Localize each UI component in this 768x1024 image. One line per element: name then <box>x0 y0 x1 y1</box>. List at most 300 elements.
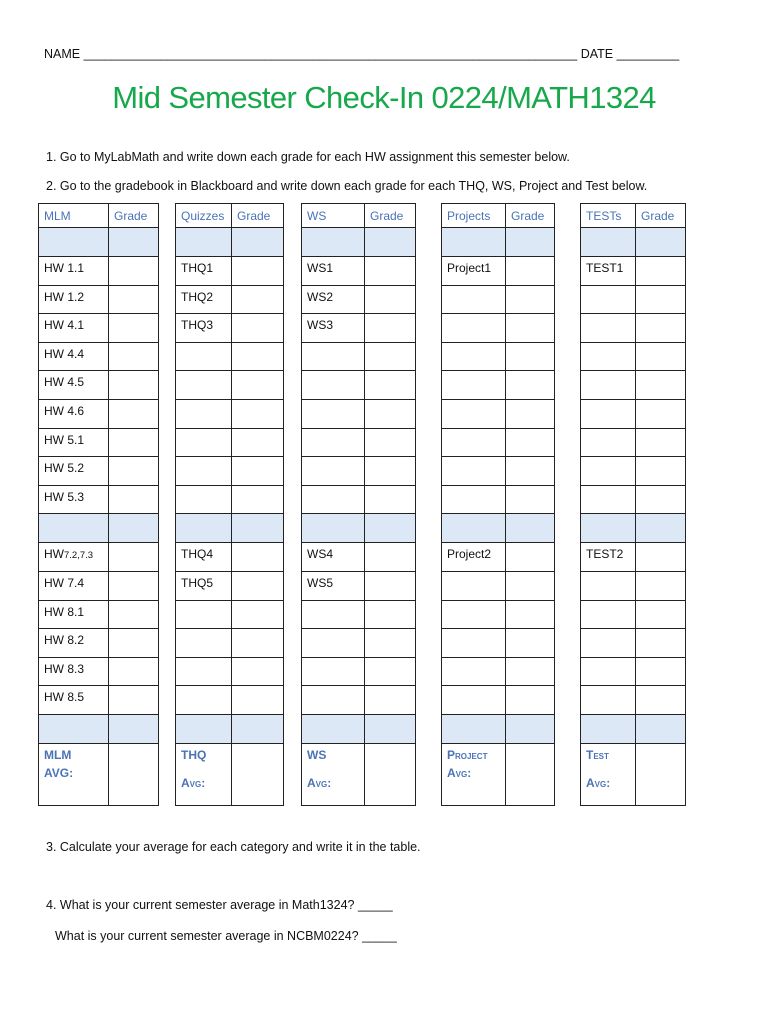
shaded-cell <box>365 514 416 543</box>
shaded-cell <box>176 228 232 257</box>
assignment-label <box>442 285 506 314</box>
assignment-label <box>302 399 365 428</box>
table-row <box>442 571 555 600</box>
assignment-label: WS4 <box>302 543 365 572</box>
mlm-average-grade-cell[interactable] <box>109 743 159 805</box>
table-row <box>176 657 284 686</box>
table-row <box>176 629 284 658</box>
table-row <box>39 571 159 600</box>
shaded-cell <box>109 714 159 743</box>
tests-average-row <box>581 743 686 805</box>
assignment-label <box>442 686 506 715</box>
table-row <box>39 543 159 572</box>
assignment-label <box>442 571 506 600</box>
assignment-label <box>176 428 232 457</box>
assignment-label: HW 8.1 <box>39 600 109 629</box>
mlm-shaded-row <box>39 514 159 543</box>
grade-cell[interactable] <box>636 543 686 572</box>
grade-cell[interactable] <box>636 457 686 486</box>
shaded-cell <box>581 514 636 543</box>
grade-cell[interactable] <box>636 686 686 715</box>
assignment-label <box>581 314 636 343</box>
grade-cell[interactable] <box>506 485 555 514</box>
table-row <box>581 571 686 600</box>
grade-cell[interactable] <box>109 600 159 629</box>
assignment-label <box>442 399 506 428</box>
assignment-label <box>176 485 232 514</box>
grade-cell[interactable] <box>506 314 555 343</box>
table-row <box>39 399 159 428</box>
shaded-cell <box>365 228 416 257</box>
assignment-label <box>176 399 232 428</box>
table-row <box>39 371 159 400</box>
table-row <box>302 543 416 572</box>
assignment-label <box>302 657 365 686</box>
grade-cell[interactable] <box>109 342 159 371</box>
shaded-cell <box>232 714 284 743</box>
grade-cell[interactable] <box>365 371 416 400</box>
table-row <box>442 428 555 457</box>
table-row <box>39 257 159 286</box>
grade-cell[interactable] <box>365 485 416 514</box>
grade-cell[interactable] <box>232 371 284 400</box>
table-row <box>442 657 555 686</box>
grade-cell[interactable] <box>109 686 159 715</box>
ws-average-row <box>302 743 416 805</box>
grade-cell[interactable] <box>506 371 555 400</box>
mlm-grade-header: Grade <box>109 204 159 228</box>
shaded-cell <box>506 714 555 743</box>
question-4b: What is your current semester average in NCBM0224? _____ <box>55 929 397 943</box>
page-title: Mid Semester Check-In 0224/MATH1324 <box>112 80 656 115</box>
grade-cell[interactable] <box>636 485 686 514</box>
assignment-label: HW 4.6 <box>39 399 109 428</box>
average-label-line1: WS <box>307 747 327 762</box>
assignment-label <box>176 629 232 658</box>
grade-cell[interactable] <box>365 571 416 600</box>
grade-cell[interactable] <box>232 686 284 715</box>
assignment-label: HW 1.2 <box>39 285 109 314</box>
table-row <box>581 485 686 514</box>
quizzes-average-row <box>176 743 284 805</box>
table-row <box>302 371 416 400</box>
shaded-cell <box>636 714 686 743</box>
ws-shaded-row <box>302 228 416 257</box>
assignment-label <box>176 371 232 400</box>
assignment-label: HW 1.1 <box>39 257 109 286</box>
grade-cell[interactable] <box>506 399 555 428</box>
table-row <box>581 543 686 572</box>
grade-cell[interactable] <box>109 629 159 658</box>
assignment-label <box>581 600 636 629</box>
table-row <box>442 600 555 629</box>
grade-cell[interactable] <box>636 571 686 600</box>
date-label: DATE <box>580 47 614 61</box>
grade-cell[interactable] <box>636 285 686 314</box>
assignment-label <box>302 371 365 400</box>
date-blank[interactable]: _________ <box>616 47 680 61</box>
table-row <box>442 485 555 514</box>
assignment-label: HW 8.3 <box>39 657 109 686</box>
quizzes-average-grade-cell[interactable] <box>232 743 284 805</box>
quizzes-header-row <box>176 204 284 228</box>
table-row <box>442 399 555 428</box>
grade-cell[interactable] <box>636 657 686 686</box>
table-row <box>176 686 284 715</box>
table-row <box>581 686 686 715</box>
shaded-cell <box>109 514 159 543</box>
assignment-label <box>581 485 636 514</box>
grade-cell[interactable] <box>636 342 686 371</box>
assignment-label: TEST2 <box>581 543 636 572</box>
assignment-label: THQ4 <box>176 543 232 572</box>
tests-average-grade-cell[interactable] <box>636 743 686 805</box>
assignment-label: HW 5.3 <box>39 485 109 514</box>
tests-shaded-row <box>581 514 686 543</box>
assignment-label <box>442 457 506 486</box>
assignment-label <box>302 686 365 715</box>
shaded-cell <box>39 714 109 743</box>
grade-cell[interactable] <box>365 543 416 572</box>
table-row <box>302 457 416 486</box>
question-3: 3. Calculate your average for each category and write it in the table. <box>46 840 421 854</box>
table-row <box>442 543 555 572</box>
grade-cell[interactable] <box>109 371 159 400</box>
grade-cell[interactable] <box>636 314 686 343</box>
grade-cell[interactable] <box>109 428 159 457</box>
grade-cell[interactable] <box>109 457 159 486</box>
shaded-cell <box>232 228 284 257</box>
table-row <box>302 686 416 715</box>
instruction-2: 2. Go to the gradebook in Blackboard and write down each grade for each THQ, WS, Project and Test below. <box>46 179 648 193</box>
table-row <box>302 399 416 428</box>
grade-cell[interactable] <box>232 257 284 286</box>
table-row <box>442 457 555 486</box>
average-label-line1: Test <box>586 747 609 762</box>
table-row <box>442 371 555 400</box>
table-row <box>581 600 686 629</box>
shaded-cell <box>636 514 686 543</box>
grade-cell[interactable] <box>109 399 159 428</box>
assignment-label <box>581 428 636 457</box>
ws-column-header: WS <box>302 204 365 228</box>
table-row <box>302 629 416 658</box>
assignment-label <box>302 629 365 658</box>
ws-header-row <box>302 204 416 228</box>
assignment-label <box>442 428 506 457</box>
grade-cell[interactable] <box>365 657 416 686</box>
grade-cell[interactable] <box>232 600 284 629</box>
grade-cell[interactable] <box>506 342 555 371</box>
grade-cell[interactable] <box>232 457 284 486</box>
assignment-label <box>176 657 232 686</box>
tests-average-label <box>581 743 636 805</box>
average-label-line2: AVG: <box>44 765 74 780</box>
table-row <box>176 600 284 629</box>
projects-average-grade-cell[interactable] <box>506 743 555 805</box>
tests-shaded-row <box>581 714 686 743</box>
table-row <box>302 314 416 343</box>
assignment-label: THQ3 <box>176 314 232 343</box>
assignment-label <box>442 342 506 371</box>
average-label-line2: Avg: <box>181 775 206 790</box>
grade-cell[interactable] <box>506 629 555 658</box>
average-label-line1: Project <box>447 747 488 762</box>
assignment-label <box>302 457 365 486</box>
table-row <box>39 600 159 629</box>
assignment-label: Project2 <box>442 543 506 572</box>
grade-cell[interactable] <box>636 371 686 400</box>
shaded-cell <box>442 714 506 743</box>
grade-cell[interactable] <box>636 399 686 428</box>
grade-cell[interactable] <box>365 342 416 371</box>
table-row <box>39 686 159 715</box>
hw-prefix: HW <box>44 547 64 562</box>
hw-sections: 7.2,7.3 <box>64 550 94 562</box>
grade-cell[interactable] <box>506 571 555 600</box>
projects-shaded-row <box>442 228 555 257</box>
grade-cell[interactable] <box>232 399 284 428</box>
assignment-label <box>442 371 506 400</box>
shaded-cell <box>302 514 365 543</box>
grade-cell[interactable] <box>636 600 686 629</box>
grade-cell[interactable] <box>109 657 159 686</box>
table-row <box>442 342 555 371</box>
ws-average-grade-cell[interactable] <box>365 743 416 805</box>
assignment-label <box>581 457 636 486</box>
grade-cell[interactable] <box>365 257 416 286</box>
assignment-label <box>442 657 506 686</box>
projects-table <box>441 203 555 806</box>
grade-cell[interactable] <box>109 571 159 600</box>
quizzes-shaded-row <box>176 714 284 743</box>
projects-average-row <box>442 743 555 805</box>
assignment-label: HW 8.5 <box>39 686 109 715</box>
assignment-label: HW 4.5 <box>39 371 109 400</box>
shaded-cell <box>109 228 159 257</box>
table-row <box>302 428 416 457</box>
quizzes-average-label <box>176 743 232 805</box>
assignment-label <box>442 600 506 629</box>
assignment-label <box>581 686 636 715</box>
tests-table <box>580 203 686 806</box>
table-row <box>176 371 284 400</box>
assignment-label <box>302 600 365 629</box>
grade-cell[interactable] <box>506 657 555 686</box>
table-row <box>581 257 686 286</box>
tests-header-row <box>581 204 686 228</box>
grade-cell[interactable] <box>365 314 416 343</box>
grade-cell[interactable] <box>232 543 284 572</box>
table-row <box>442 285 555 314</box>
ws-grade-header: Grade <box>365 204 416 228</box>
assignment-label: THQ5 <box>176 571 232 600</box>
grade-cell[interactable] <box>109 314 159 343</box>
assignment-label <box>302 428 365 457</box>
grade-cell[interactable] <box>232 657 284 686</box>
assignment-label <box>442 629 506 658</box>
tests-column-header: TESTs <box>581 204 636 228</box>
quizzes-shaded-row <box>176 514 284 543</box>
grade-cell[interactable] <box>232 285 284 314</box>
assignment-label: WS1 <box>302 257 365 286</box>
grade-cell[interactable] <box>109 485 159 514</box>
name-date-line <box>44 47 714 61</box>
assignment-label <box>39 543 109 572</box>
average-label-line2: Avg: <box>307 775 332 790</box>
mlm-table <box>38 203 159 806</box>
grade-cell[interactable] <box>232 629 284 658</box>
shaded-cell <box>302 714 365 743</box>
grade-cell[interactable] <box>506 257 555 286</box>
quizzes-shaded-row <box>176 228 284 257</box>
shaded-cell <box>506 514 555 543</box>
projects-header-row <box>442 204 555 228</box>
table-row <box>39 485 159 514</box>
assignment-label: HW 4.1 <box>39 314 109 343</box>
projects-shaded-row <box>442 714 555 743</box>
assignment-label <box>176 686 232 715</box>
table-row <box>176 285 284 314</box>
assignment-label <box>176 457 232 486</box>
instruction-1: 1. Go to MyLabMath and write down each grade for each HW assignment this semester below. <box>46 150 570 164</box>
grade-cell[interactable] <box>232 571 284 600</box>
table-row <box>302 485 416 514</box>
grade-cell[interactable] <box>506 428 555 457</box>
grade-cell[interactable] <box>636 428 686 457</box>
table-row <box>302 571 416 600</box>
table-row <box>581 399 686 428</box>
grade-cell[interactable] <box>506 457 555 486</box>
grade-cell[interactable] <box>232 485 284 514</box>
assignment-label: TEST1 <box>581 257 636 286</box>
grade-cell[interactable] <box>506 285 555 314</box>
projects-shaded-row <box>442 514 555 543</box>
table-row <box>39 285 159 314</box>
assignment-label: THQ2 <box>176 285 232 314</box>
table-row <box>442 257 555 286</box>
mlm-average-row <box>39 743 159 805</box>
grade-cell[interactable] <box>365 600 416 629</box>
shaded-cell <box>232 514 284 543</box>
grade-cell[interactable] <box>365 629 416 658</box>
assignment-label <box>581 399 636 428</box>
grade-cell[interactable] <box>506 600 555 629</box>
mlm-shaded-row <box>39 714 159 743</box>
table-row <box>39 314 159 343</box>
assignment-label <box>581 285 636 314</box>
assignment-label <box>581 371 636 400</box>
mlm-average-label <box>39 743 109 805</box>
quizzes-grade-header: Grade <box>232 204 284 228</box>
shaded-cell <box>39 514 109 543</box>
grade-cell[interactable] <box>109 257 159 286</box>
projects-grade-header: Grade <box>506 204 555 228</box>
grade-cell[interactable] <box>365 686 416 715</box>
table-row <box>39 428 159 457</box>
table-row <box>302 342 416 371</box>
assignment-label <box>176 342 232 371</box>
name-blank[interactable]: _______________________________________________________________________ <box>83 47 578 61</box>
assignment-label: Project1 <box>442 257 506 286</box>
average-label-line2: Avg: <box>447 765 472 780</box>
shaded-cell <box>581 228 636 257</box>
shaded-cell <box>176 714 232 743</box>
table-row <box>442 686 555 715</box>
projects-column-header: Projects <box>442 204 506 228</box>
assignment-label: WS2 <box>302 285 365 314</box>
assignment-label <box>176 600 232 629</box>
grade-cell[interactable] <box>365 428 416 457</box>
table-row <box>581 657 686 686</box>
grade-cell[interactable] <box>232 428 284 457</box>
assignment-label: WS5 <box>302 571 365 600</box>
table-row <box>302 285 416 314</box>
average-label-line1: MLM <box>44 747 72 762</box>
grade-cell[interactable] <box>636 257 686 286</box>
table-row <box>442 314 555 343</box>
grade-cell[interactable] <box>365 457 416 486</box>
grade-cell[interactable] <box>636 629 686 658</box>
table-row <box>581 428 686 457</box>
shaded-cell <box>365 714 416 743</box>
name-label: NAME <box>44 47 81 61</box>
assignment-label: HW 4.4 <box>39 342 109 371</box>
table-row <box>442 629 555 658</box>
shaded-cell <box>442 514 506 543</box>
table-row <box>176 571 284 600</box>
table-row <box>176 543 284 572</box>
question-4: 4. What is your current semester average in Math1324? _____ <box>46 898 393 912</box>
mlm-shaded-row <box>39 228 159 257</box>
shaded-cell <box>302 228 365 257</box>
assignment-label: WS3 <box>302 314 365 343</box>
table-row <box>176 257 284 286</box>
table-row <box>176 342 284 371</box>
table-row <box>302 600 416 629</box>
table-row <box>176 457 284 486</box>
shaded-cell <box>581 714 636 743</box>
table-row <box>39 657 159 686</box>
projects-average-label <box>442 743 506 805</box>
average-label-line1: THQ <box>181 747 207 762</box>
assignment-label: HW 8.2 <box>39 629 109 658</box>
table-row <box>176 314 284 343</box>
grade-cell[interactable] <box>109 543 159 572</box>
grade-cell[interactable] <box>365 399 416 428</box>
mlm-column-header: MLM <box>39 204 109 228</box>
quizzes-table <box>175 203 284 806</box>
shaded-cell <box>506 228 555 257</box>
assignment-label: THQ1 <box>176 257 232 286</box>
shaded-cell <box>442 228 506 257</box>
table-row <box>581 314 686 343</box>
grade-cell[interactable] <box>365 285 416 314</box>
table-row <box>176 485 284 514</box>
grade-cell[interactable] <box>506 686 555 715</box>
shaded-cell <box>176 514 232 543</box>
grade-cell[interactable] <box>506 543 555 572</box>
grade-cell[interactable] <box>109 285 159 314</box>
grade-cell[interactable] <box>232 342 284 371</box>
ws-table <box>301 203 416 806</box>
tests-grade-header: Grade <box>636 204 686 228</box>
shaded-cell <box>636 228 686 257</box>
quizzes-column-header: Quizzes <box>176 204 232 228</box>
grade-cell[interactable] <box>232 314 284 343</box>
table-row <box>581 457 686 486</box>
table-row <box>581 285 686 314</box>
